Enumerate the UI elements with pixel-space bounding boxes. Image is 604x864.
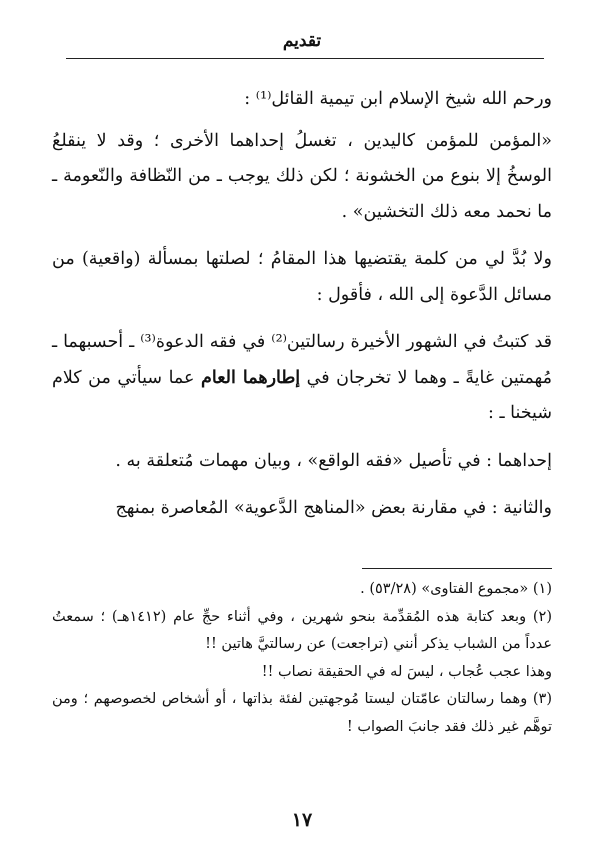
footnote-2-continued: وهذا عجب عُجاب ، ليسَ له في الحقيقة نصاب !! <box>261 663 552 680</box>
main-text <box>52 82 552 527</box>
footnotes <box>52 576 552 741</box>
paragraph-first-treatise: إحداهما : في تأصيل «فقه الواقع» ، وبيان مهمات مُتعلقة به . <box>115 450 552 471</box>
paragraph-quote: «المؤمن للمؤمن كاليدين ، تغسلُ إحداهما الأخرى ؛ وقد لا ينقلعُ الوسخُ إلا بنوع من الخشونة ؛ لكن ذلك يوجب ـ من النّظافة والنّعومة ـ ما نحمد معه ذلك التخشين» . <box>52 130 552 222</box>
header-rule <box>66 58 544 59</box>
page-number: ١٧ <box>291 809 313 831</box>
paragraph-two-treatises-start: قد كتبتُ في الشهور الأخيرة رسالتين⁽²⁾ في فقه الدعوة⁽³⁾ ـ أحسبهما ـ مُهمتين غايةً ـ وهما لا تخرجان في <box>52 332 553 388</box>
footnote-2: (٢) وبعد كتابة هذه المُقدِّمة بنحو شهرين ، وفي أثناء حجِّ عام (١٤١٢هـ) ؛ سمعتُ عدداً من الشباب يذكر أنني (تراجعت) عن رسالتيَّ هاتين !! <box>52 608 552 652</box>
paragraph-two-treatises-emphasis: إطارهما العام <box>201 367 301 388</box>
paragraph-two-treatises <box>52 325 552 432</box>
paragraph-occasion: ولا بُدَّ لي من كلمة يقتضيها هذا المقامُ ؛ لصلتها بمسألة (واقعية) من مسائل الدَّعوة إلى الله ، فأقول : <box>52 249 552 305</box>
running-header-title: تقديم <box>282 31 322 51</box>
paragraph-quote-intro: ورحم الله شيخ الإسلام ابن تيمية القائل⁽¹⁾ : <box>244 89 552 109</box>
footnote-3: (٣) وهما رسالتان عامّتان ليستا مُوجهتين لفئة بذاتها ، أو أشخاص لخصوصهم ؛ ومن توهَّم غير ذلك فقد جانبَ الصواب ! <box>52 691 552 735</box>
footnote-1: (١) «مجموع الفتاوى» (٥٣/٢٨) . <box>360 581 552 597</box>
paragraph-two-treatises-end: عما سيأتي من كلام شيخنا ـ : <box>52 367 552 423</box>
footnote-separator <box>362 568 552 569</box>
paragraph-second-treatise: والثانية : في مقارنة بعض «المناهج الدَّعوية» المُعاصرة بمنهج <box>115 498 552 518</box>
